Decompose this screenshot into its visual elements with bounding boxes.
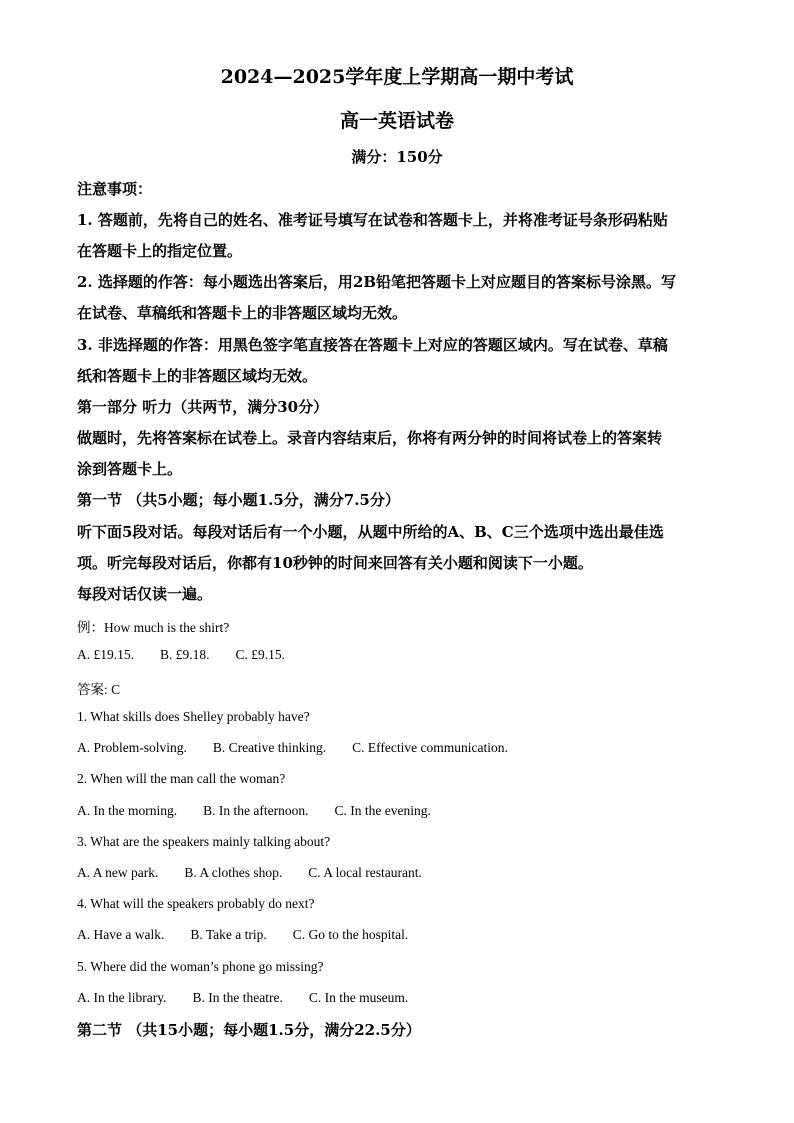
exam-title: 2024—2025学年度上学期高一期中考试: [220, 66, 574, 88]
question-2-options: [77, 803, 727, 819]
example-option-b: B. £9.18.: [160, 647, 210, 662]
question-1: 1. What skills does Shelley probably have?: [77, 709, 310, 724]
notice-item-1-line-2: 在答题卡上的指定位置。: [77, 242, 243, 260]
question-1-options: [77, 740, 727, 756]
question-3-options: [77, 865, 727, 881]
section1-instructions-line-2: 项。听完每段对话后，你都有10秒钟的时间来回答有关小题和阅读下一小题。: [77, 554, 593, 572]
question-4-option-a: A. Have a walk.: [77, 927, 165, 942]
question-5-option-b: B. In the theatre.: [192, 990, 283, 1005]
question-1-option-a: A. Problem-solving.: [77, 740, 187, 755]
example-option-c: C. £9.15.: [235, 647, 286, 662]
question-4-option-b: B. Take a trip.: [190, 927, 267, 942]
exam-subtitle: 高一英语试卷: [339, 110, 454, 132]
question-3-option-b: B. A clothes shop.: [184, 865, 283, 880]
question-2-option-c: C. In the evening.: [334, 803, 431, 818]
example-answer: 答案: C: [77, 682, 121, 697]
question-5-options: [77, 990, 727, 1006]
notice-item-2-line-2: 在试卷、草稿纸和答题卡上的非答题区域均无效。: [77, 304, 408, 322]
example-option-a: A. £19.15.: [77, 647, 134, 662]
question-2: 2. When will the man call the woman?: [77, 771, 286, 786]
notice-item-3-line-2: 纸和答题卡上的非答题区域均无效。: [77, 367, 318, 385]
notice-item-3-line-1: 3. 非选择题的作答：用黑色签字笔直接答在答题卡上对应的答题区域内。写在试卷、草稿: [77, 336, 668, 354]
part1-intro-line-1: 做题时，先将答案标在试卷上。录音内容结束后，你将有两分钟的时间将试卷上的答案转: [77, 429, 663, 447]
question-5-option-c: C. In the museum.: [308, 990, 409, 1005]
question-1-option-c: C. Effective communication.: [352, 740, 508, 755]
question-3-option-c: C. A local restaurant.: [308, 865, 422, 880]
section2-heading: 第二节 （共15小题；每小题1.5分，满分22.5分）: [77, 1021, 421, 1039]
question-4: 4. What will the speakers probably do next?: [77, 896, 315, 911]
section1-heading: 第一节 （共5小题；每小题1.5分，满分7.5分）: [77, 491, 400, 509]
part1-heading: 第一部分 听力（共两节，满分30分）: [77, 398, 329, 416]
question-2-option-b: B. In the afternoon.: [203, 803, 309, 818]
question-4-option-c: C. Go to the hospital.: [292, 927, 409, 942]
section1-instructions-line-3: 每段对话仅读一遍。: [77, 585, 213, 603]
section1-instructions-line-1: 听下面5段对话。每段对话后有一个小题，从题中所给的A、B、C三个选项中选出最佳选: [77, 523, 664, 541]
question-3: 3. What are the speakers mainly talking about?: [77, 834, 331, 849]
question-3-option-a: A. A new park.: [77, 865, 159, 880]
example-question: 例：How much is the shirt?: [77, 620, 230, 635]
part1-intro-line-2: 涂到答题卡上。: [77, 460, 183, 478]
notice-item-1-line-1: 1. 答题前，先将自己的姓名、准考证号填写在试卷和答题卡上，并将准考证号条形码粘贴: [77, 211, 668, 229]
notice-item-2-line-1: 2. 选择题的作答：每小题选出答案后，用2B铅笔把答题卡上对应题目的答案标号涂黑。写: [77, 273, 677, 291]
question-1-option-b: B. Creative thinking.: [212, 740, 327, 755]
total-score: 满分：150分: [351, 148, 443, 166]
question-2-option-a: A. In the morning.: [77, 803, 178, 818]
question-5: 5. Where did the woman’s phone go missing?: [77, 959, 324, 974]
question-5-option-a: A. In the library.: [77, 990, 167, 1005]
example-options: [77, 647, 727, 663]
question-4-options: [77, 927, 727, 943]
notice-heading: 注意事项：: [77, 180, 153, 198]
